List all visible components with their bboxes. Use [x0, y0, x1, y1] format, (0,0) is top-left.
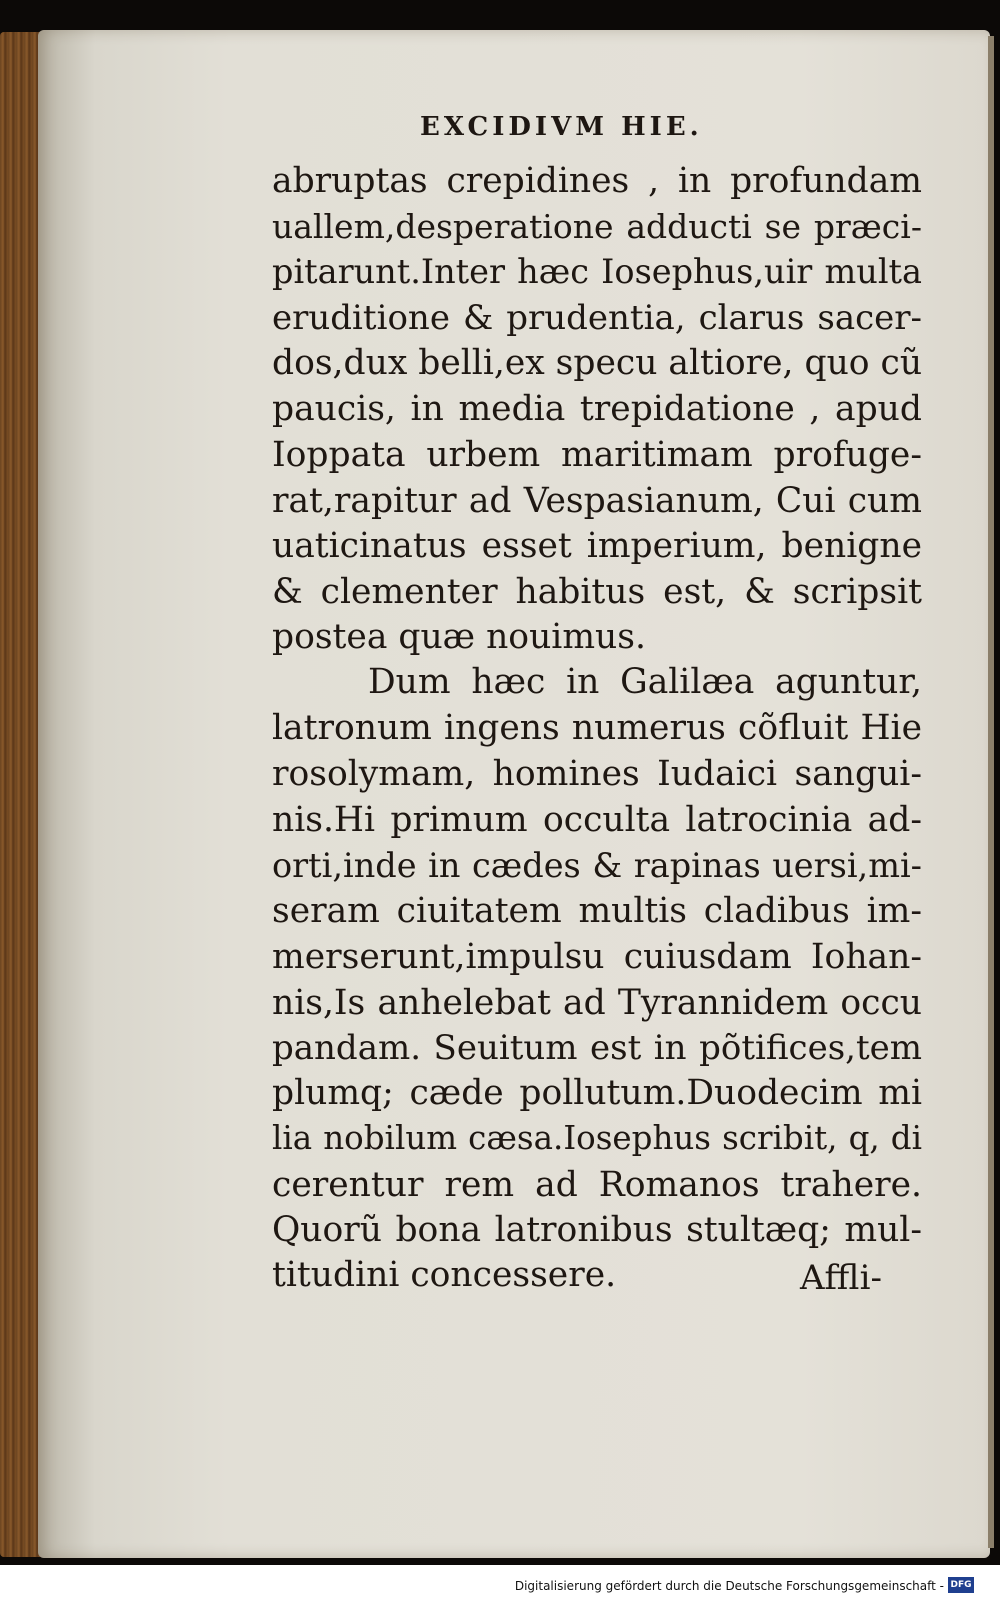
text-line: rosolymam, homines Iudaici sangui- — [272, 754, 922, 794]
text-line: eruditione & prudentia, clarus sacer- — [272, 298, 922, 338]
text-line: abruptas crepidines , in profundam — [272, 161, 922, 201]
dfg-logo-icon: DFG — [948, 1577, 974, 1593]
text-line: & clementer habitus est, & scripsit — [272, 572, 922, 612]
text-line: lia nobilum cæsa.Iosephus scribit, q, di — [272, 1119, 922, 1157]
funding-credit: Digitalisierung gefördert durch die Deutsche Forschungsgemeinschaft - — [514, 1579, 944, 1593]
text-line: paucis, in media trepidatione , apud — [272, 389, 922, 429]
text-line: uaticinatus esset imperium, benigne — [272, 526, 922, 566]
text-line: seram ciuitatem multis cladibus im- — [272, 891, 922, 931]
text-line: orti,inde in cædes & rapinas uersi,mi- — [272, 846, 922, 885]
running-head: EXCIDIVM HIE. — [420, 112, 703, 142]
text-line: rat,rapitur ad Vespasianum, Cui cum — [272, 481, 922, 521]
digitization-footer — [0, 1565, 1000, 1599]
text-line: dos,dux belli,ex specu altiore, quo cũ — [272, 343, 923, 383]
text-line: Quorũ bona latronibus stultæq; mul- — [272, 1210, 922, 1250]
text-line: nis,Is anhelebat ad Tyrannidem occu — [272, 983, 922, 1023]
text-line: nis.Hi primum occulta latrocinia ad- — [272, 800, 922, 840]
text-line: titudini concessere. — [272, 1255, 617, 1295]
text-line: uallem,desperatione adducti se præci- — [272, 207, 922, 246]
text-line: latronum ingens numerus cõfluit Hie — [272, 708, 922, 748]
text-line: Ioppata urbem maritimam profuge- — [272, 435, 922, 475]
text-line: plumq; cæde pollutum.Duodecim mi — [272, 1073, 922, 1113]
text-line: postea quæ nouimus. — [272, 617, 646, 657]
catchword: Affli- — [800, 1258, 882, 1298]
text-line: pitarunt.Inter hæc Iosephus,uir multa — [272, 252, 922, 291]
page-right-edge — [988, 36, 994, 1548]
text-line: Dum hæc in Galilæa aguntur, — [368, 662, 922, 702]
text-line: merserunt,impulsu cuiusdam Iohan- — [272, 937, 922, 977]
text-line: cerentur rem ad Romanos trahere. — [272, 1165, 922, 1205]
text-line: pandam. Seuitum est in põtifices,tem — [272, 1028, 922, 1068]
